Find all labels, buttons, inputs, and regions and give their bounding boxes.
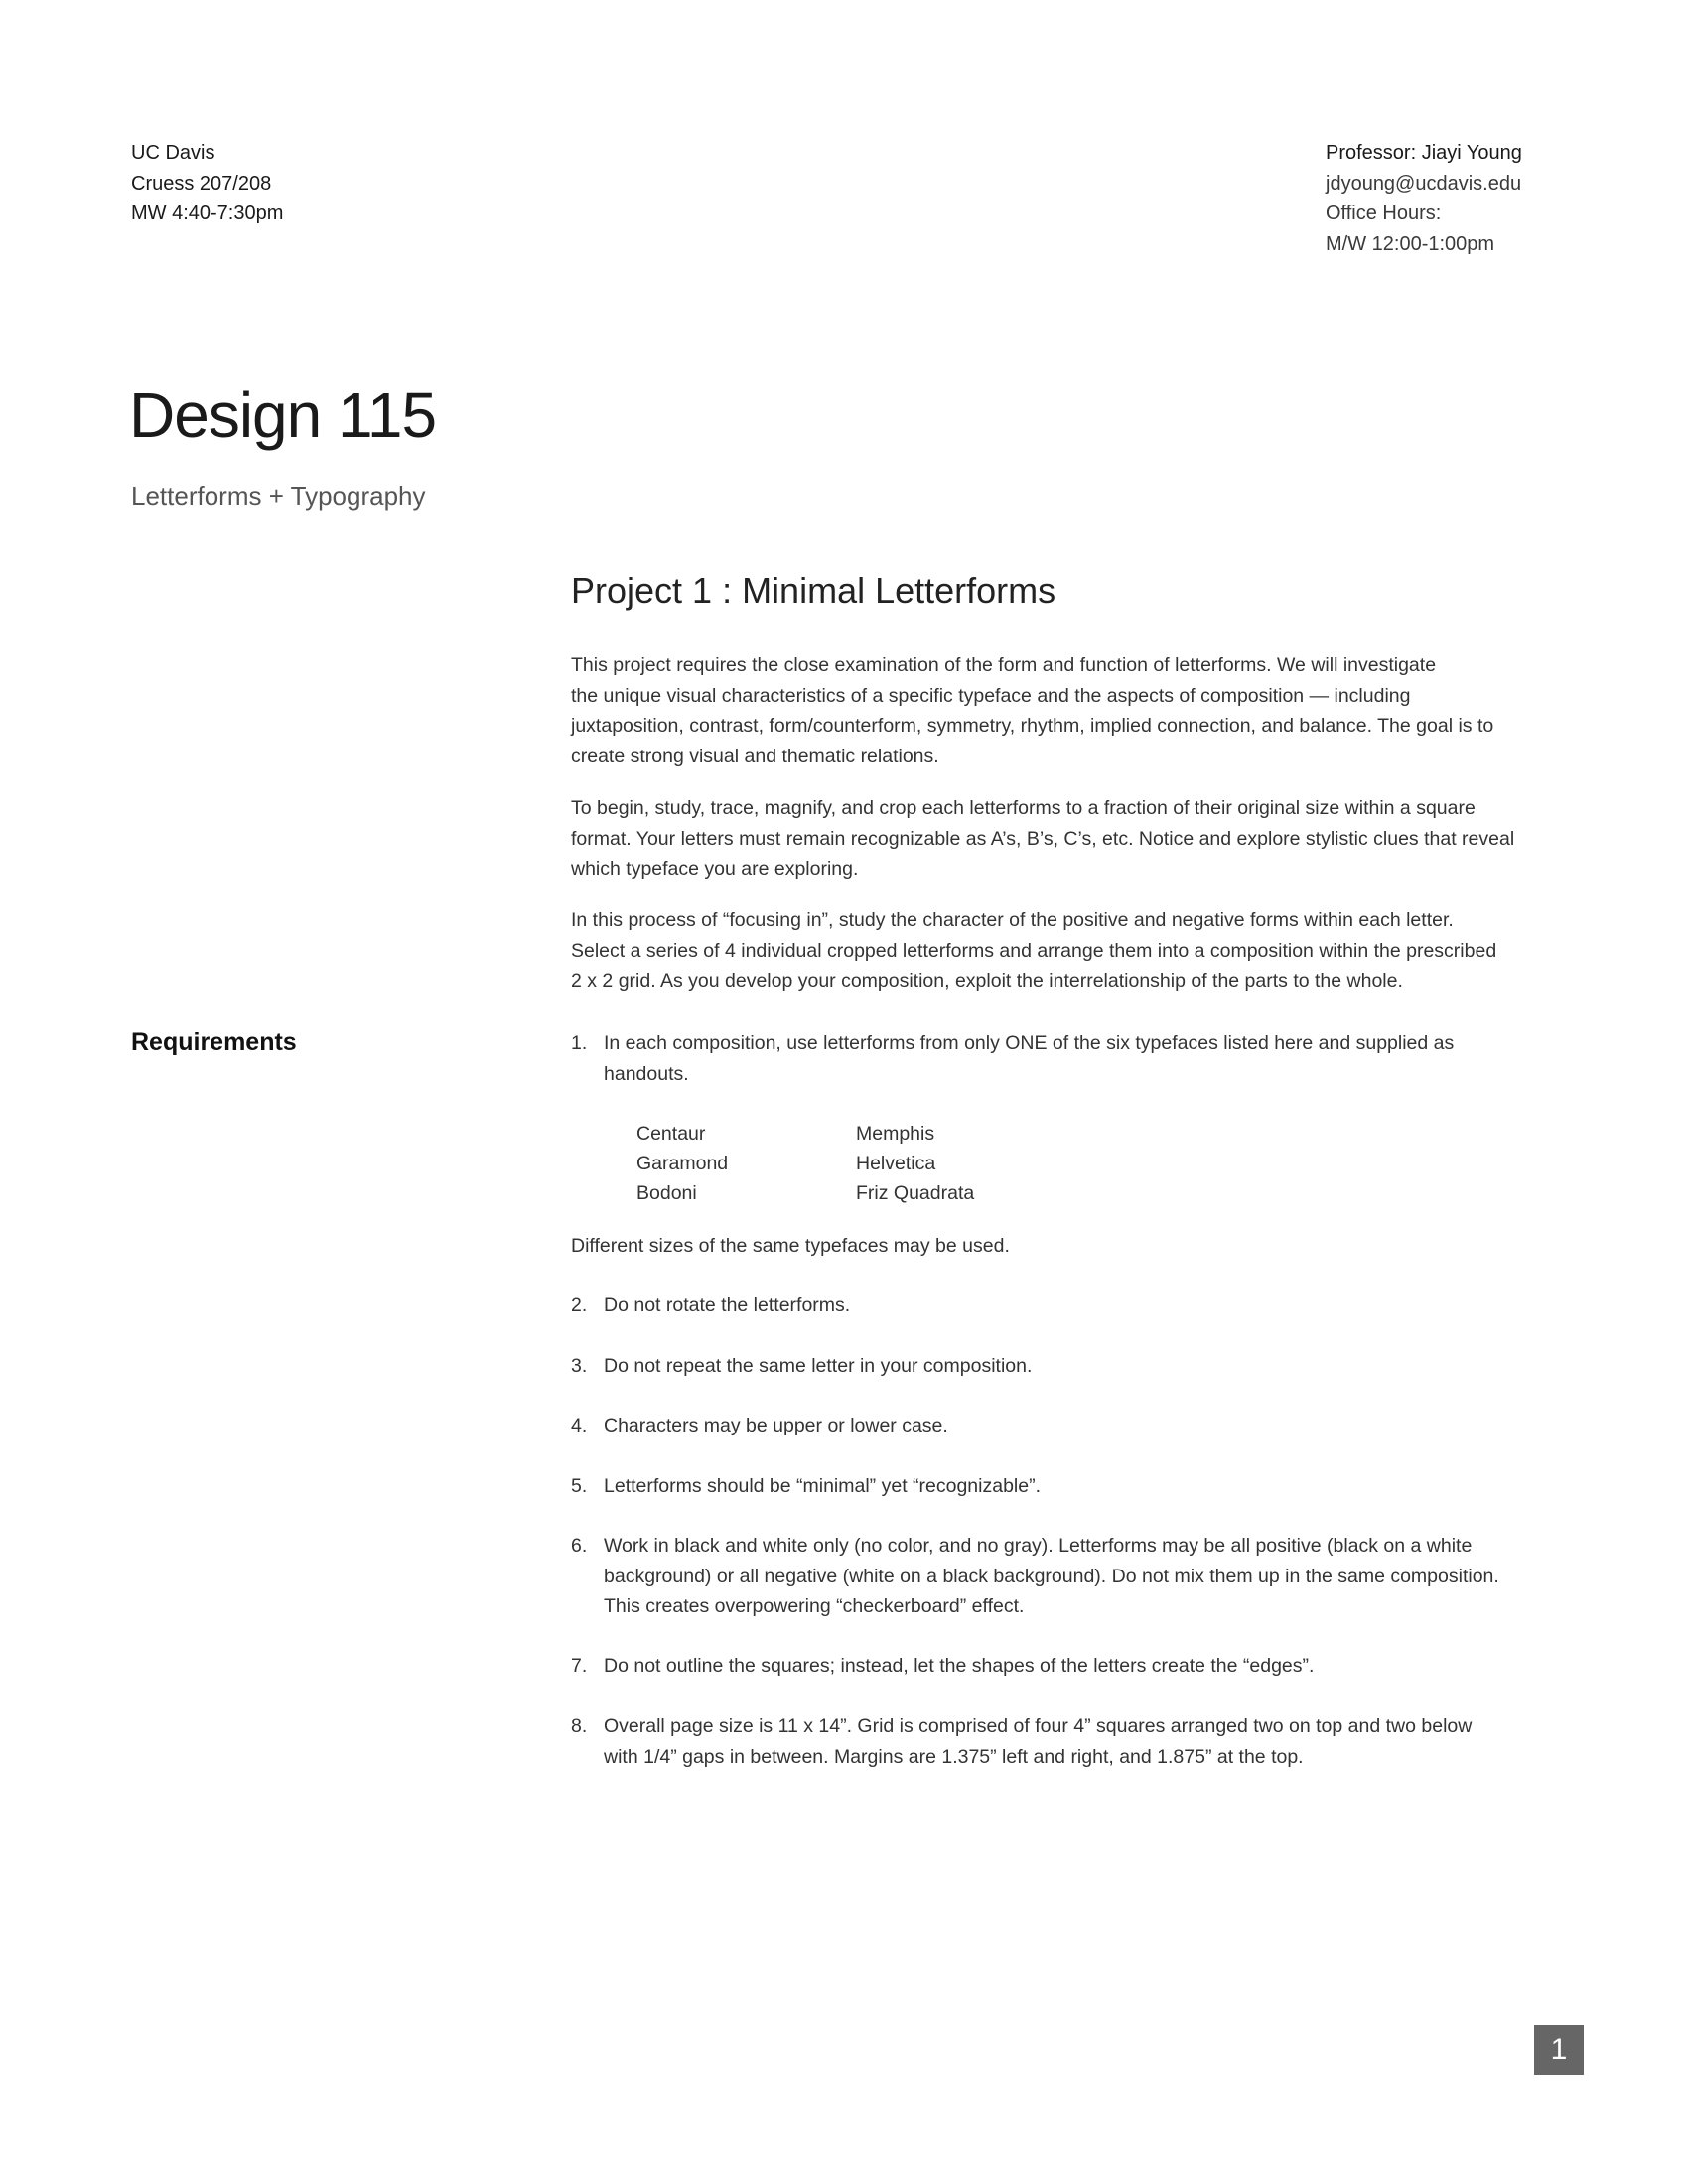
requirements-heading: Requirements: [131, 1028, 297, 1056]
text-line: Overall page size is 11 x 14”. Grid is comprised of four 4” squares arranged two on top and two below: [604, 1715, 1473, 1737]
text-line: In each composition, use letterforms from only ONE of the six typefaces listed here and supplied as: [604, 1032, 1455, 1054]
text-line: Select a series of 4 individual cropped letterforms and arrange them into a composition within the prescribed: [571, 939, 1497, 962]
text-line: Do not outline the squares; instead, let the shapes of the letters create the “edges”.: [604, 1655, 1315, 1677]
item-number: 4.: [571, 1415, 588, 1436]
text-line: with 1/4” gaps in between. Margins are 1.375” left and right, and 1.875” at the top.: [604, 1745, 1304, 1768]
office-hours-label: Office Hours:: [1326, 203, 1442, 224]
text-line: Letterforms should be “minimal” yet “recognizable”.: [604, 1475, 1042, 1497]
item-number: 7.: [571, 1655, 588, 1677]
text-line: format. Your letters must remain recognizable as A’s, B’s, C’s, etc. Notice and explore stylistic clues that reveal: [571, 827, 1515, 850]
meeting-time: MW 4:40-7:30pm: [131, 203, 284, 224]
item-number: 5.: [571, 1475, 588, 1497]
text-line: Do not repeat the same letter in your composition.: [604, 1355, 1033, 1377]
intro-paragraph: [571, 650, 1524, 771]
requirement-item: [571, 1471, 1524, 1502]
typeface-friz-quadrata: Friz Quadrata: [856, 1182, 975, 1204]
professor-name: Professor: Jiayi Young: [1326, 142, 1522, 164]
text-line: the unique visual characteristics of a specific typeface and the aspects of composition — including: [571, 684, 1411, 707]
requirement-item: [571, 1291, 1524, 1321]
text-line: handouts.: [604, 1062, 689, 1085]
text-line: Work in black and white only (no color, and no gray). Letterforms may be all positive (black on a white: [604, 1535, 1473, 1557]
text-line: To begin, study, trace, magnify, and crop each letterforms to a fraction of their original size within a square: [571, 797, 1476, 819]
item-number: 1.: [571, 1032, 588, 1054]
requirement-item: [571, 1531, 1524, 1622]
instructor-info: [1326, 138, 1522, 259]
office-hours-time: M/W 12:00-1:00pm: [1326, 232, 1495, 255]
course-info: [131, 138, 283, 229]
course-title: Design 115: [129, 379, 437, 451]
project-title: Project 1 : Minimal Letterforms: [571, 570, 1056, 611]
requirement-item: [571, 1411, 1524, 1441]
typeface-garamond: Garamond: [636, 1153, 729, 1174]
requirement-item: [571, 1711, 1524, 1772]
text-line: Do not rotate the letterforms.: [604, 1295, 851, 1316]
text-line: which typeface you are exploring.: [571, 858, 859, 880]
text-line: This creates overpowering “checkerboard” effect.: [604, 1595, 1025, 1617]
requirement-item: [571, 1651, 1524, 1682]
typeface-note: Different sizes of the same typefaces may be used.: [571, 1235, 1010, 1257]
requirement-item: [571, 1351, 1524, 1382]
typeface-helvetica: Helvetica: [856, 1153, 936, 1174]
text-line: juxtaposition, contrast, form/counterform, symmetry, rhythm, implied connection, and balance. The goal is to: [571, 715, 1494, 737]
text-line: 2 x 2 grid. As you develop your composition, exploit the interrelationship of the parts to the whole.: [571, 970, 1403, 992]
page-number: 1: [1534, 2025, 1584, 2075]
item-number: 6.: [571, 1535, 588, 1557]
item-number: 8.: [571, 1715, 588, 1737]
typeface-memphis: Memphis: [856, 1123, 935, 1145]
text-line: create strong visual and thematic relations.: [571, 745, 939, 767]
professor-email[interactable]: jdyoung@ucdavis.edu: [1326, 172, 1522, 195]
university: UC Davis: [131, 142, 215, 164]
course-subtitle: Letterforms + Typography: [131, 481, 426, 511]
method-paragraph: [571, 793, 1524, 885]
text-line: background) or all negative (white on a black background). Do not mix them up in the same composition.: [604, 1565, 1499, 1587]
item-number: 3.: [571, 1355, 588, 1377]
text-line: This project requires the close examination of the form and function of letterforms. We will investigate: [571, 654, 1437, 676]
typeface-centaur: Centaur: [636, 1123, 706, 1145]
text-line: In this process of “focusing in”, study the character of the positive and negative forms within each letter.: [571, 909, 1454, 931]
room: Cruess 207/208: [131, 172, 272, 195]
process-paragraph: [571, 905, 1524, 997]
item-number: 2.: [571, 1295, 588, 1316]
typeface-bodoni: Bodoni: [636, 1182, 697, 1204]
text-line: Characters may be upper or lower case.: [604, 1415, 948, 1436]
requirement-item: [571, 1028, 1524, 1089]
